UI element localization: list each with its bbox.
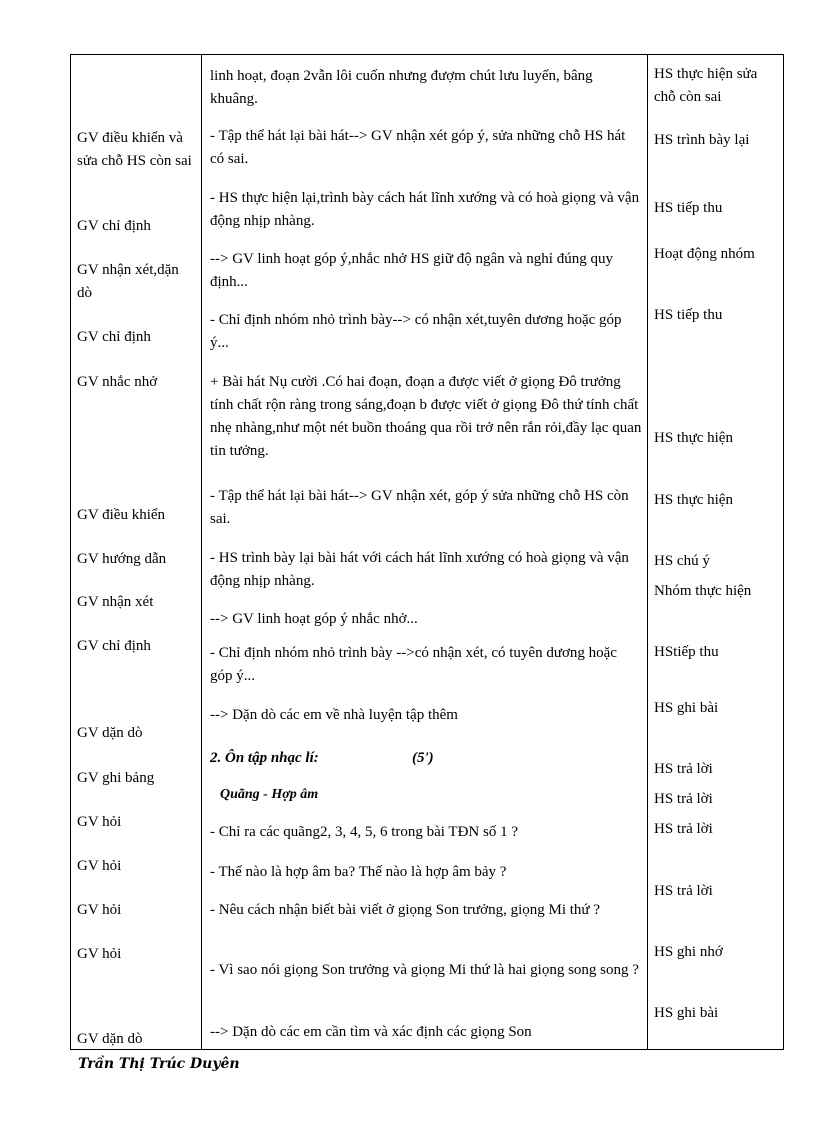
teacher-activity: GV hỏi [77, 946, 122, 962]
teacher-activity: GV điều khiển và sửa chỗ HS còn sai [77, 130, 192, 169]
teacher-activity: GV chỉ định [77, 329, 151, 345]
student-activity: HS thực hiện sửa chỗ còn sai [654, 66, 758, 105]
content-paragraph: - Nêu cách nhận biết bài viết ở giọng Son trưởng, giọng Mi thứ ? [210, 902, 600, 918]
content-paragraph: - Chỉ ra các quãng2, 3, 4, 5, 6 trong bài TĐN số 1 ? [210, 824, 518, 840]
student-activity: Nhóm thực hiện [654, 583, 752, 599]
student-activity: HStiếp thu [654, 644, 719, 660]
content-column [202, 55, 646, 1049]
student-activity: Hoạt động nhóm [654, 246, 755, 262]
student-activity: HS thực hiện [654, 492, 733, 508]
teacher-activity: GV chỉ định [77, 218, 151, 234]
teacher-activity: GV nhận xét [77, 594, 154, 610]
content-paragraph: - HS thực hiện lại,trình bày cách hát lĩnh xướng và có hoà giọng và vận động nhịp nhàng. [210, 190, 640, 229]
student-activity: HS tiếp thu [654, 200, 723, 216]
student-activity: HS ghi bài [654, 1005, 719, 1021]
student-activity: HS trình bày lại [654, 132, 750, 148]
student-activity: HS ghi bài [654, 700, 719, 716]
student-activity: HS ghi nhớ [654, 944, 723, 960]
student-activity: HS trả lời [654, 791, 713, 807]
content-paragraph: --> GV linh hoạt góp ý nhắc nhở... [210, 611, 418, 627]
author-footer: Trần Thị Trúc Duyên [78, 1056, 240, 1072]
student-activity: HS thực hiện [654, 430, 733, 446]
teacher-activity: GV ghi bảng [77, 770, 155, 786]
content-paragraph: - Tập thể hát lại bài hát--> GV nhận xét góp ý, sửa những chỗ HS hát có sai. [210, 128, 626, 167]
content-paragraph: --> Dặn dò các em cần tìm và xác định các giọng Son [210, 1024, 532, 1040]
section-duration: (5') [412, 750, 434, 766]
content-paragraph: --> Dặn dò các em về nhà luyện tập thêm [210, 707, 458, 723]
teacher-activity: GV hướng dẫn [77, 551, 167, 567]
content-paragraph: - Thế nào là hợp âm ba? Thế nào là hợp âm bảy ? [210, 864, 507, 880]
teacher-activity: GV hỏi [77, 814, 122, 830]
teacher-activity: GV dặn dò [77, 1031, 143, 1047]
student-activity: HS trả lời [654, 761, 713, 777]
teacher-activity-column [71, 55, 201, 1049]
teacher-activity: GV chỉ định [77, 638, 151, 654]
teacher-activity: GV dặn dò [77, 725, 143, 741]
teacher-activity: GV nhắc nhở [77, 374, 158, 390]
teacher-activity: GV hỏi [77, 902, 122, 918]
content-paragraph: + Bài hát Nụ cười .Có hai đoạn, đoạn a được viết ở giọng Đô trưởng tính chất rộn ràng trong sáng,đoạn b được viết ở giọng Đô thứ tính chất nhẹ nhàng,như một nét buồn thoáng qua rồi trở nên rắn rỏi,đầy lạc quan tin tưởng. [210, 374, 642, 459]
teacher-activity: GV điều khiển [77, 507, 166, 523]
teacher-activity: GV hỏi [77, 858, 122, 874]
content-paragraph: - Chỉ định nhóm nhỏ trình bày -->có nhận xét, có tuyên dương hoặc góp ý... [210, 645, 617, 684]
lesson-table [70, 54, 784, 1050]
section-heading: 2. Ôn tập nhạc lí: [210, 750, 319, 766]
section-subheading: Quãng - Hợp âm [220, 787, 319, 802]
teacher-activity: GV nhận xét,dặn dò [77, 262, 179, 301]
student-activity: HS chú ý [654, 553, 710, 569]
content-paragraph: - Vì sao nói giọng Son trưởng và giọng Mi thứ là hai giọng song song ? [210, 962, 639, 978]
content-paragraph: --> GV linh hoạt góp ý,nhắc nhở HS giữ độ ngân và nghỉ đúng quy định... [210, 251, 613, 290]
student-activity: HS trả lời [654, 883, 713, 899]
content-paragraph: linh hoạt, đoạn 2vẫn lôi cuốn nhưng đượm chút lưu luyến, bâng khuâng. [210, 68, 593, 107]
student-activity-column [648, 55, 784, 1049]
content-paragraph: - Chỉ định nhóm nhỏ trình bày--> có nhận xét,tuyên dương hoặc góp ý... [210, 312, 622, 351]
content-paragraph: - HS trình bày lại bài hát với cách hát lĩnh xướng có hoà giọng và vận động nhịp nhàng. [210, 550, 629, 589]
student-activity: HS tiếp thu [654, 307, 723, 323]
content-paragraph: - Tập thể hát lại bài hát--> GV nhận xét, góp ý sửa những chỗ HS còn sai. [210, 488, 629, 527]
student-activity: HS trả lời [654, 821, 713, 837]
